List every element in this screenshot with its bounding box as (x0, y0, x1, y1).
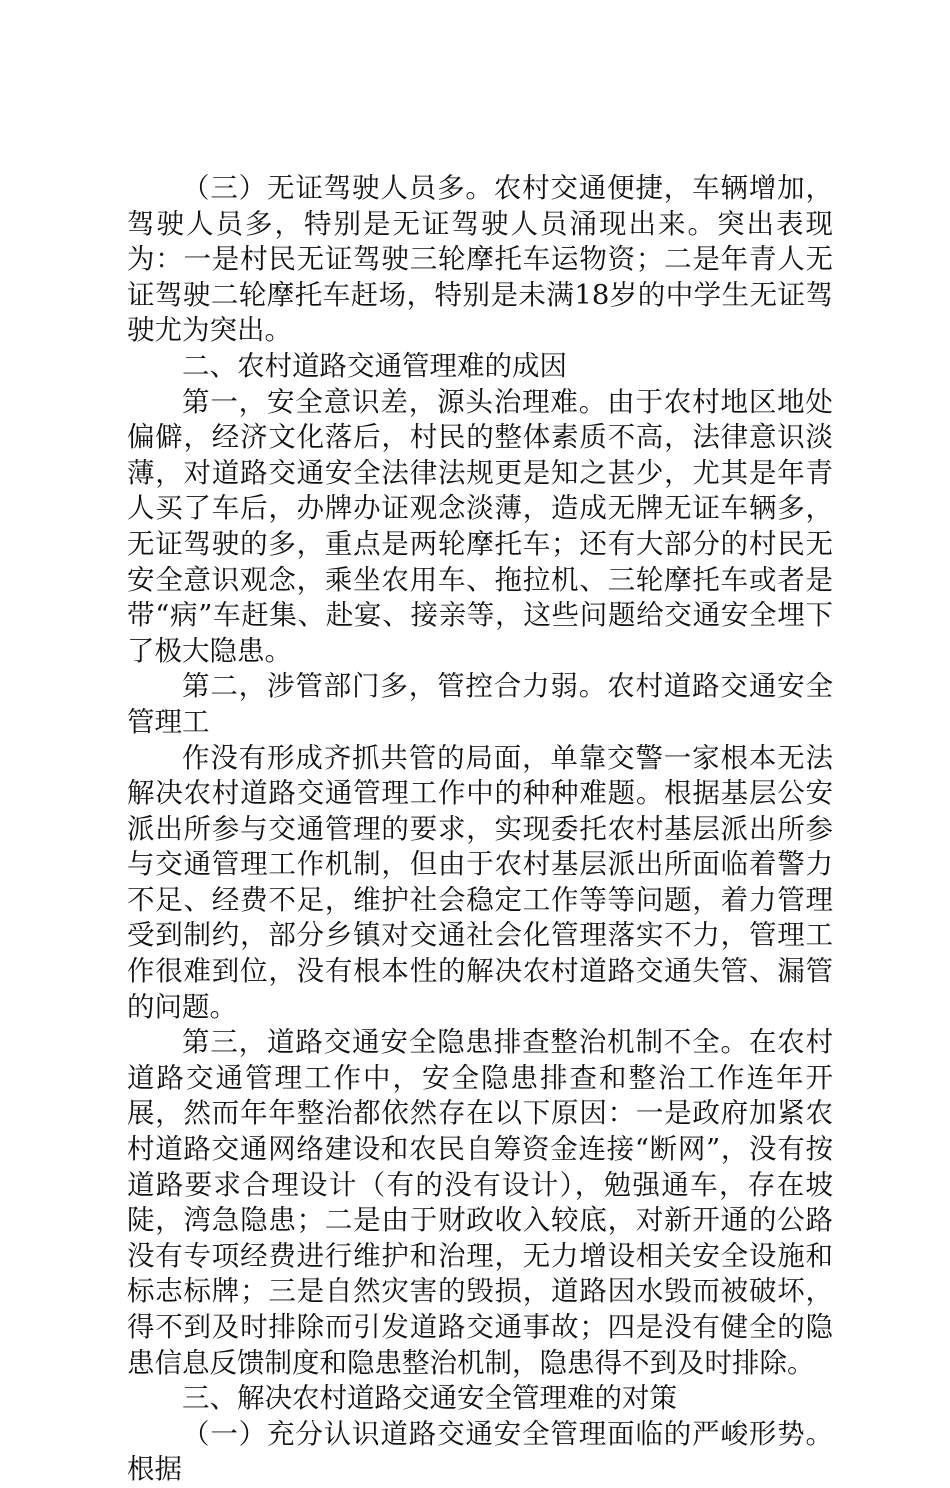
paragraph-third-cause: 第三，道路交通安全隐患排查整治机制不全。在农村道路交通管理工作中，安全隐患排查和整治工作连年开展，然而年年整治都依然存在以下原因：一是政府加紧农村道路交通网络建设和农民自筹资金连接“断网”，没有按道路要求合理设计（有的没有设计），勉强通车，存在坡陡，湾急隐患；二是由于财政收入较底，对新开通的公路没有专项经费进行维护和治理，无力增设相关安全设施和标志标牌；三是自然灾害的毁损，道路因水毁而被破坏，得不到及时排除而引发道路交通事故；四是没有健全的隐患信息反馈制度和隐患整治机制，隐患得不到及时排除。 (127, 1026, 833, 1379)
section-heading-causes: 二、农村道路交通管理难的成因 (182, 349, 567, 382)
document-body (127, 171, 833, 1488)
section-heading-countermeasures: 三、解决农村道路交通安全管理难的对策 (182, 1382, 677, 1415)
paragraph-unlicensed-drivers: （三）无证驾驶人员多。农村交通便捷，车辆增加，驾驶人员多，特别是无证驾驶人员涌现出来。突出表现为：一是村民无证驾驶三轮摩托车运物资；二是年青人无证驾驶二轮摩托车赶场，特别是未满18岁的中学生无证驾驶尤为突出。 (127, 172, 833, 347)
paragraph-second-cause-continued: 作没有形成齐抓共管的局面，单靠交警一家根本无法解决农村道路交通管理工作中的种种难题。根据基层公安派出所参与交通管理的要求，实现委托农村基层派出所参与交通管理工作机制，但由于农村基层派出所面临着警力不足、经费不足，维护社会稳定工作等等问题，着力管理受到制约，部分乡镇对交通社会化管理落实不力，管理工作很难到位，没有根本性的解决农村道路交通失管、漏管的问题。 (127, 741, 833, 1023)
paragraph-first-cause: 第一，安全意识差，源头治理难。由于农村地区地处偏僻，经济文化落后，村民的整体素质不高，法律意识淡薄，对道路交通安全法律法规更是知之甚少，尤其是年青人买了车后，办牌办证观念淡薄，造成无牌无证车辆多，无证驾驶的多，重点是两轮摩托车；还有大部分的村民无安全意识观念，乘坐农用车、拖拉机、三轮摩托车或者是带“病”车赶集、赴宴、接亲等，这些问题给交通安全埋下了极大隐患。 (127, 385, 833, 667)
paragraph-countermeasure-one: （一）充分认识道路交通安全管理面临的严峻形势。根据 (127, 1417, 833, 1486)
paragraph-second-cause: 第二，涉管部门多，管控合力弱。农村道路交通安全管理工 (127, 670, 833, 738)
